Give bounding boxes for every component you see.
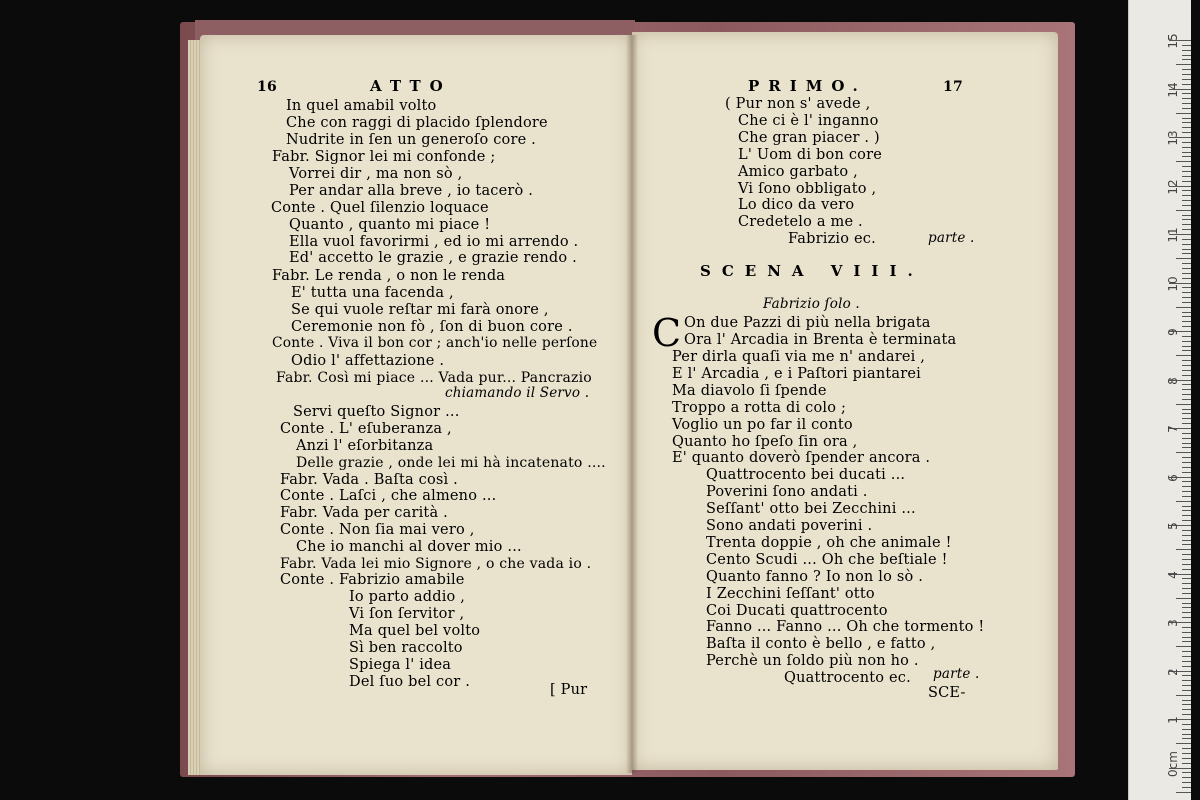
text-line: Fabr. Vada per carità . xyxy=(280,505,448,521)
ruler-tick xyxy=(1182,656,1191,657)
right-running-head: PRIMO. xyxy=(748,77,867,95)
ruler-label: 10 xyxy=(1166,275,1180,292)
ruler-tick xyxy=(1182,399,1191,400)
ruler-tick xyxy=(1182,651,1191,652)
ruler-tick xyxy=(1182,375,1191,376)
ruler-label: 6 xyxy=(1166,473,1180,482)
left-page-number: 16 xyxy=(257,79,277,95)
ruler-tick xyxy=(1182,321,1191,322)
ruler-tick xyxy=(1176,258,1191,259)
ruler-tick xyxy=(1182,748,1191,749)
measurement-ruler xyxy=(1128,0,1191,800)
ruler-tick xyxy=(1182,554,1191,555)
ruler-label: 4 xyxy=(1166,570,1180,579)
ruler-tick xyxy=(1182,365,1191,366)
ruler-tick xyxy=(1182,734,1191,735)
ruler-tick xyxy=(1176,210,1191,211)
ruler-tick xyxy=(1182,370,1191,371)
text-line: Servi queſto Signor ... xyxy=(293,404,460,420)
drop-capital: C xyxy=(652,311,682,355)
text-line: Che io manchi al dover mio ... xyxy=(296,539,522,555)
ruler-tick xyxy=(1182,607,1191,608)
text-line: Del ſuo bel cor . xyxy=(349,674,471,690)
ruler-tick xyxy=(1182,200,1191,201)
text-line: Per dirla quaſi via me n' andarei , xyxy=(672,349,926,365)
ruler-tick xyxy=(1182,50,1191,51)
text-line: Quanto fanno ? Io non lo sò . xyxy=(706,569,924,585)
ruler-label: 5 xyxy=(1166,522,1180,530)
ruler-tick xyxy=(1182,409,1191,410)
ruler-tick xyxy=(1182,578,1191,579)
text-line: On due Pazzi di più nella brigata xyxy=(684,315,931,331)
ruler-tick xyxy=(1182,544,1191,545)
text-line: Amico garbato , xyxy=(738,164,858,180)
ruler-tick xyxy=(1182,394,1191,395)
text-line: Fabr. Così mi piace ... Vada pur... Pancrazio xyxy=(276,370,592,386)
ruler-tick xyxy=(1182,690,1191,691)
ruler-tick xyxy=(1182,700,1191,701)
ruler-label: 2 xyxy=(1166,667,1180,676)
ruler-tick xyxy=(1182,69,1191,70)
text-line: Che ci è l' inganno xyxy=(738,113,879,129)
ruler-tick xyxy=(1182,617,1191,618)
ruler-tick xyxy=(1182,496,1191,497)
ruler-tick xyxy=(1182,215,1191,216)
ruler-tick xyxy=(1182,132,1191,133)
ruler-label: 7 xyxy=(1166,425,1180,433)
ruler-tick xyxy=(1182,224,1191,225)
ruler-tick xyxy=(1182,59,1191,60)
text-line: Poverini ſono andati . xyxy=(706,484,868,500)
ruler-tick xyxy=(1182,229,1191,230)
text-line: E' quanto doverò ſpender ancora . xyxy=(672,450,931,466)
ruler-tick xyxy=(1182,205,1191,206)
text-line: Spiega l' idea xyxy=(349,657,452,673)
ruler-tick xyxy=(1182,433,1191,434)
ruler-tick xyxy=(1182,79,1191,80)
text-line: Vi ſono obbligato , xyxy=(738,181,877,197)
ruler-tick xyxy=(1182,491,1191,492)
ruler-tick xyxy=(1182,118,1191,119)
ruler-tick xyxy=(1182,292,1191,293)
ruler-tick xyxy=(1182,559,1191,560)
text-line: Conte . Quel ſilenzio loquace xyxy=(271,200,489,216)
ruler-tick xyxy=(1182,249,1191,250)
ruler-tick xyxy=(1182,190,1191,191)
text-line: Se qui vuole reſtar mi farà onore , xyxy=(291,302,549,318)
text-line: Perchè un ſoldo più non ho . xyxy=(706,653,919,669)
text-line: Troppo a rotta di colo ; xyxy=(672,400,847,416)
text-line: L' Uom di bon core xyxy=(738,147,882,163)
text-line: Che con raggi di placido ſplendore xyxy=(286,115,548,131)
text-line: Fabrizio ec. xyxy=(788,231,876,247)
text-line: Quattrocento bei ducati ... xyxy=(706,467,906,483)
ruler-tick xyxy=(1182,603,1191,604)
ruler-tick xyxy=(1182,142,1191,143)
ruler-tick xyxy=(1182,418,1191,419)
text-line: Quanto ho ſpeſo ſin ora , xyxy=(672,434,858,450)
ruler-tick xyxy=(1182,593,1191,594)
ruler-tick xyxy=(1182,360,1191,361)
text-line: Fabr. Vada . Baſta così . xyxy=(280,472,458,488)
ruler-tick xyxy=(1182,195,1191,196)
ruler-tick xyxy=(1182,176,1191,177)
text-line: Per andar alla breve , io tacerò . xyxy=(289,183,534,199)
ruler-tick xyxy=(1182,772,1191,773)
text-line: Ceremonie non fò , ſon di buon core . xyxy=(291,319,573,335)
text-line: Voglio un po far il conto xyxy=(672,417,853,433)
text-line: Io parto addio , xyxy=(349,589,466,605)
text-line: Che gran piacer . ) xyxy=(738,130,880,146)
ruler-tick xyxy=(1182,239,1191,240)
text-line: Lo dico da vero xyxy=(738,197,855,213)
ruler-tick xyxy=(1182,127,1191,128)
text-line: Anzi l' eſorbitanza xyxy=(296,438,434,454)
text-line: Delle grazie , onde lei mi hà incatenato .... xyxy=(296,455,606,471)
ruler-tick xyxy=(1176,64,1191,65)
ruler-tick xyxy=(1182,443,1191,444)
ruler-tick xyxy=(1176,404,1191,405)
catchword: [ Pur xyxy=(550,682,588,698)
ruler-tick xyxy=(1182,98,1191,99)
ruler-tick xyxy=(1182,506,1191,507)
text-line: Sì ben raccolto xyxy=(349,640,463,656)
ruler-tick xyxy=(1182,181,1191,182)
ruler-tick xyxy=(1182,685,1191,686)
ruler-tick xyxy=(1182,724,1191,725)
text-line: Ma diavolo ſi ſpende xyxy=(672,383,827,399)
ruler-tick xyxy=(1176,598,1191,599)
text-line: Coi Ducati quattrocento xyxy=(706,603,888,619)
ruler-tick xyxy=(1182,612,1191,613)
ruler-tick xyxy=(1182,219,1191,220)
ruler-tick xyxy=(1182,302,1191,303)
ruler-tick xyxy=(1182,540,1191,541)
ruler-tick xyxy=(1182,632,1191,633)
ruler-tick xyxy=(1176,355,1191,356)
ruler-tick xyxy=(1176,646,1191,647)
stage-direction: chiamando il Servo . xyxy=(445,385,590,401)
ruler-tick xyxy=(1176,501,1191,502)
ruler-tick xyxy=(1182,389,1191,390)
text-line: Conte . Viva il bon cor ; anch'io nelle perſone xyxy=(272,335,598,351)
ruler-tick xyxy=(1182,641,1191,642)
ruler-tick xyxy=(1182,152,1191,153)
ruler-tick xyxy=(1182,535,1191,536)
ruler-tick xyxy=(1182,263,1191,264)
text-line: Credetelo a me . xyxy=(738,214,863,230)
text-line: Nudrite in ſen un generoſo core . xyxy=(286,132,536,148)
ruler-tick xyxy=(1182,297,1191,298)
ruler-tick xyxy=(1182,709,1191,710)
ruler-tick xyxy=(1182,166,1191,167)
ruler-tick xyxy=(1182,336,1191,337)
stage-direction: parte . xyxy=(933,666,980,682)
ruler-tick xyxy=(1182,438,1191,439)
text-line: Conte . L' eſuberanza , xyxy=(280,421,452,437)
ruler-tick xyxy=(1182,341,1191,342)
ruler-tick xyxy=(1182,530,1191,531)
ruler-tick xyxy=(1182,627,1191,628)
ruler-tick xyxy=(1182,787,1191,788)
ruler-tick xyxy=(1182,287,1191,288)
ruler-tick xyxy=(1182,729,1191,730)
ruler-tick xyxy=(1182,108,1191,109)
ruler-tick xyxy=(1182,661,1191,662)
ruler-tick xyxy=(1182,704,1191,705)
ruler-tick xyxy=(1182,84,1191,85)
ruler-label: 14 xyxy=(1166,81,1180,98)
ruler-tick xyxy=(1182,447,1191,448)
ruler-tick xyxy=(1182,55,1191,56)
text-line: E l' Arcadia , e i Paſtori piantarei xyxy=(672,366,921,382)
book-gutter xyxy=(626,35,638,773)
ruler-tick xyxy=(1182,457,1191,458)
text-line: Fabr. Signor lei mi confonde ; xyxy=(272,149,496,165)
ruler-tick xyxy=(1182,666,1191,667)
scene-heading: SCENA VIII. xyxy=(700,262,924,280)
text-line: Fanno ... Fanno ... Oh che tormento ! xyxy=(706,619,985,635)
text-line: Vi ſon ſervitor , xyxy=(349,606,465,622)
ruler-tick xyxy=(1182,637,1191,638)
text-line: Quanto , quanto mi piace ! xyxy=(289,217,491,233)
ruler-tick xyxy=(1176,695,1191,696)
text-line: Conte . Laſci , che almeno ... xyxy=(280,488,497,504)
ruler-label: 9 xyxy=(1166,328,1180,336)
ruler-tick xyxy=(1182,588,1191,589)
ruler-tick xyxy=(1182,244,1191,245)
ruler-tick xyxy=(1182,481,1191,482)
ruler-label: 12 xyxy=(1166,178,1180,195)
ruler-tick xyxy=(1182,103,1191,104)
ruler-tick xyxy=(1182,782,1191,783)
ruler-tick xyxy=(1182,423,1191,424)
text-line: E' tutta una facenda , xyxy=(291,285,454,301)
ruler-tick xyxy=(1182,273,1191,274)
ruler-tick xyxy=(1182,583,1191,584)
ruler-tick xyxy=(1182,510,1191,511)
ruler-label: 13 xyxy=(1166,130,1180,146)
ruler-tick xyxy=(1182,384,1191,385)
ruler-tick xyxy=(1182,777,1191,778)
ruler-tick xyxy=(1182,763,1191,764)
text-line: I Zecchini ſeſſant' otto xyxy=(706,586,875,602)
text-line: In quel amabil volto xyxy=(286,98,437,114)
ruler-tick xyxy=(1182,253,1191,254)
ruler-tick xyxy=(1182,122,1191,123)
ruler-tick xyxy=(1182,472,1191,473)
ruler-tick xyxy=(1176,113,1191,114)
ruler-tick xyxy=(1182,171,1191,172)
ruler-tick xyxy=(1182,675,1191,676)
text-line: Fabr. Le renda , o non le renda xyxy=(272,268,506,284)
ruler-tick xyxy=(1182,74,1191,75)
ruler-tick xyxy=(1182,147,1191,148)
ruler-label: 8 xyxy=(1166,376,1180,385)
text-line: Conte . Non ſia mai vero , xyxy=(280,522,475,538)
ruler-tick xyxy=(1182,350,1191,351)
text-line: Baſta il conto è bello , e fatto , xyxy=(706,636,936,652)
ruler-label: 11 xyxy=(1166,227,1180,243)
ruler-tick xyxy=(1182,413,1191,414)
ruler-label: 1 xyxy=(1166,716,1180,724)
ruler-tick xyxy=(1182,326,1191,327)
ruler-tick xyxy=(1182,268,1191,269)
ruler-tick xyxy=(1182,515,1191,516)
text-line: Seſſant' otto bei Zecchini ... xyxy=(706,501,916,517)
ruler-tick xyxy=(1182,520,1191,521)
text-line: Ora l' Arcadia in Brenta è terminata xyxy=(684,332,957,348)
ruler-tick xyxy=(1182,462,1191,463)
ruler-tick xyxy=(1182,93,1191,94)
ruler-tick xyxy=(1176,161,1191,162)
ruler-tick xyxy=(1182,45,1191,46)
ruler-tick xyxy=(1182,738,1191,739)
ruler-tick xyxy=(1182,346,1191,347)
ruler-tick xyxy=(1182,753,1191,754)
stage-direction: parte . xyxy=(928,230,975,246)
text-line: ( Pur non s' avede , xyxy=(725,96,871,112)
ruler-tick xyxy=(1182,156,1191,157)
text-line: Ma quel bel volto xyxy=(349,623,481,639)
scene-character: Fabrizio ſolo . xyxy=(763,296,860,312)
ruler-tick xyxy=(1182,680,1191,681)
text-line: Fabr. Vada lei mio Signore , o che vada io . xyxy=(280,556,592,572)
right-page-number: 17 xyxy=(943,79,963,95)
ruler-tick xyxy=(1182,486,1191,487)
ruler-tick xyxy=(1176,792,1191,793)
ruler-label: 15 xyxy=(1166,33,1180,49)
ruler-tick xyxy=(1182,758,1191,759)
text-line: Cento Scudi ... Oh che beſtiale ! xyxy=(706,552,948,568)
ruler-tick xyxy=(1182,278,1191,279)
ruler-tick xyxy=(1182,316,1191,317)
left-running-head: ATTO xyxy=(370,77,452,95)
ruler-tick xyxy=(1182,312,1191,313)
text-line: Quattrocento ec. xyxy=(784,670,911,686)
text-line: Odio l' affettazione . xyxy=(291,353,445,369)
ruler-label: 3 xyxy=(1166,619,1180,627)
text-line: Ed' accetto le grazie , e grazie rendo . xyxy=(289,250,577,266)
ruler-tick xyxy=(1182,714,1191,715)
ruler-label: 0cm xyxy=(1166,750,1180,777)
text-line: Sono andati poverini . xyxy=(706,518,873,534)
text-line: Vorrei dir , ma non sò , xyxy=(289,166,463,182)
ruler-tick xyxy=(1182,569,1191,570)
ruler-tick xyxy=(1176,307,1191,308)
ruler-tick xyxy=(1182,467,1191,468)
text-line: Conte . Fabrizio amabile xyxy=(280,572,465,588)
text-line: Trenta doppie , oh che animale ! xyxy=(706,535,952,551)
ruler-tick xyxy=(1182,564,1191,565)
ruler-tick xyxy=(1176,452,1191,453)
catchword: SCE- xyxy=(928,685,966,701)
text-line: Ella vuol favorirmi , ed io mi arrendo . xyxy=(289,234,579,250)
ruler-tick xyxy=(1176,743,1191,744)
ruler-tick xyxy=(1176,549,1191,550)
